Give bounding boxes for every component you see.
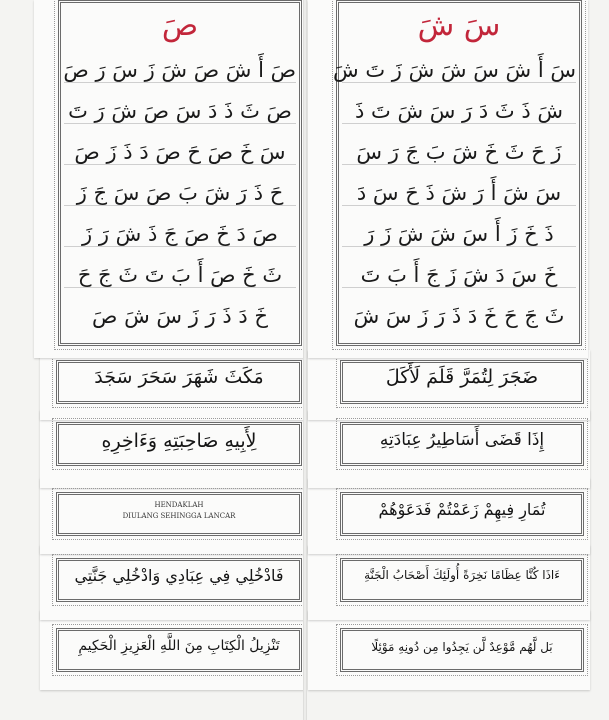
left-page-title: صَ: [161, 8, 199, 43]
right-row-4: سَ شَ أَ رَ شَ ذَ حَ سَ دَ: [342, 181, 576, 206]
book-spine: [303, 0, 307, 720]
left-row-6: ثَ خَ صَ أَ بَ تَ ثَ جَ حَ: [64, 263, 296, 288]
right-strip-text-1: ضَجَرَ لِتُمَرَّ قَلَمَ لَأَكَلَ: [385, 366, 539, 388]
right-row-1: سَ أَ شَ سَ شَ شَ زَ تَ شَ: [333, 58, 576, 82]
left-row-2: صَ ثَ ذَ دَ سَ صَ شَ رَ تَ: [64, 99, 296, 124]
right-row-7: ثَ جَ حَ خَ دَ ذَ رَ زَ سَ شَ: [353, 304, 565, 328]
note-line-1: HENDAKLAH: [154, 501, 204, 509]
right-main-frame: [333, 0, 582, 346]
left-strip-text-2: لِأَبِيهِ صَاحِبَتِهِ وَءَاخِرِهِ: [101, 430, 257, 452]
right-row-6: خَ سَ دَ شَ زَ جَ أَ بَ تَ: [342, 263, 576, 288]
right-strip-text-2: إِذَا قَضَى أَسَاطِيرُ عِبَادَتِهِ: [379, 430, 545, 450]
right-row-3: زَ حَ ثَ خَ شَ بَ جَ رَ سَ: [342, 140, 576, 165]
right-row-5: ذَ خَ زَ أَ سَ شَ شَ زَ رَ: [342, 222, 576, 247]
left-strip-text-5: تَنْزِيلُ الْكِتَابِ مِنَ اللَّهِ الْعَزِيزِ الْحَكِيمِ: [78, 638, 280, 654]
right-strip-text-3: تُمَارِ فِيهِمْ زَعَمْتُمْ فَدَعَوْهُمْ: [378, 500, 546, 519]
left-row-5: صَ دَ خَ صَ جَ ذَ شَ رَ زَ: [64, 222, 296, 247]
left-row-7: خَ دَ ذَ رَ زَ سَ شَ صَ: [92, 304, 268, 328]
left-main-frame: [58, 0, 302, 346]
instruction-note: [60, 500, 298, 521]
right-row-2: شَ ذَ ثَ دَ رَ سَ شَ تَ ذَ: [342, 99, 576, 124]
left-strip-text-4: فَادْخُلِي فِي عِبَادِي وَادْخُلِي جَنَّتِي: [74, 566, 284, 585]
right-strip-text-4: ءَاذَا كُنَّا عِظَامًا نَخِرَةً أُولَئِكَ أَصْحَابُ الْجَنَّةِ: [364, 568, 560, 582]
left-row-4: حَ ذَ رَ شَ بَ صَ سَ جَ زَ: [64, 181, 296, 206]
left-row-1: صَ أَ شَ صَ شَ زَ سَ رَ صَ: [63, 58, 296, 82]
right-page-title: سَ شَ: [417, 8, 501, 43]
left-strip-text-1: مَكَثَ شَهَرَ سَحَرَ سَجَدَ: [94, 366, 264, 388]
left-row-3: سَ خَ صَ حَ صَ دَ ذَ زَ صَ: [64, 140, 296, 165]
note-line-2: DIULANG SEHINGGA LANCAR: [122, 511, 236, 520]
right-strip-text-5: بَل لَّهُم مَّوْعِدٌ لَّن يَجِدُوا مِن دُونِهِ مَوْئِلًا: [371, 640, 553, 654]
